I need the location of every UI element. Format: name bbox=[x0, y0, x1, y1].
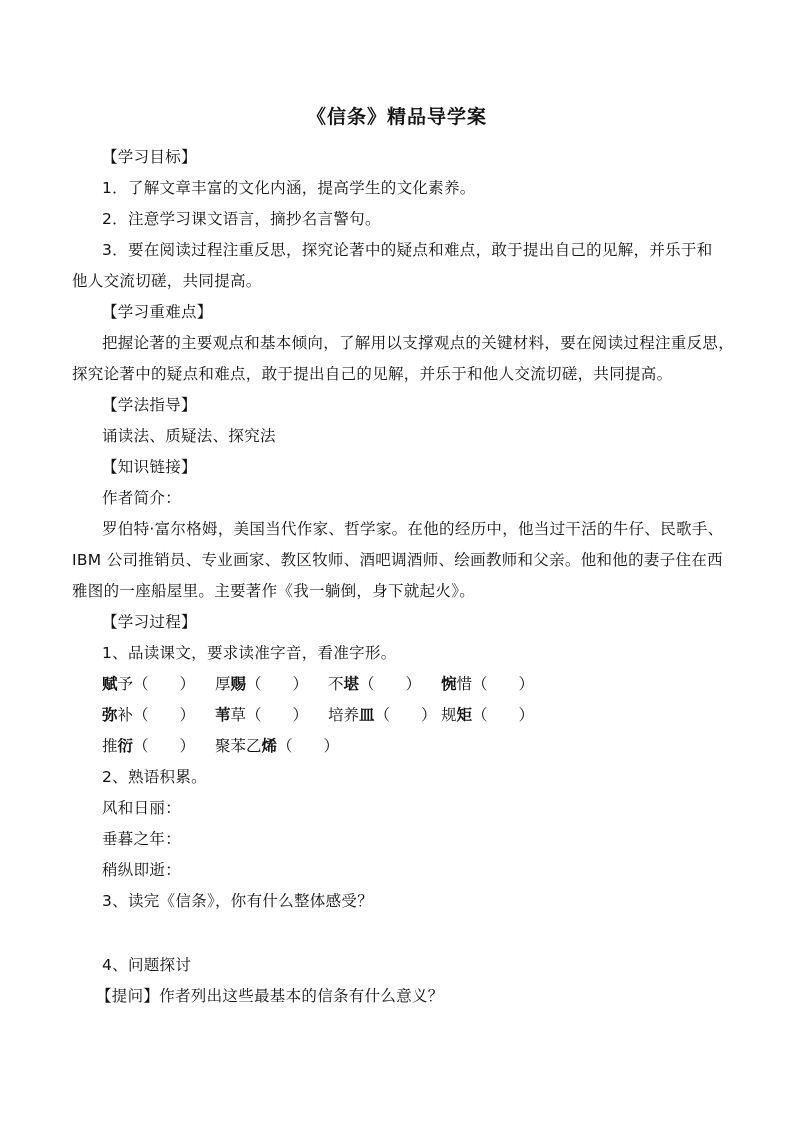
char-item bbox=[102, 736, 195, 756]
char-item-blank: （ ） bbox=[374, 706, 437, 724]
char-item-target: 堪 bbox=[343, 675, 360, 693]
question-line bbox=[96, 986, 444, 1006]
char-item-pre: 不 bbox=[328, 675, 344, 693]
char-item-blank: 补（ ） bbox=[117, 706, 196, 724]
char-item bbox=[441, 674, 534, 694]
char-item bbox=[215, 736, 339, 756]
char-item bbox=[215, 674, 308, 694]
objective-item-2: 2．注意学习课文语言，摘抄名言警句。 bbox=[102, 210, 381, 228]
knowledge-heading: 【知识链接】 bbox=[102, 458, 197, 476]
char-row-3 bbox=[102, 736, 742, 756]
char-item-pre: 厚 bbox=[215, 675, 231, 693]
key-points-line-2: 探究论著中的疑点和难点，敢于提出自己的见解，并乐于和他人交流切磋，共同提高。 bbox=[72, 365, 673, 383]
method-heading: 【学法指导】 bbox=[102, 396, 197, 414]
char-item-pre: 推 bbox=[102, 737, 118, 755]
char-item-blank: （ ） bbox=[472, 706, 535, 724]
author-intro-label: 作者简介： bbox=[102, 489, 182, 507]
author-intro-line-1: 罗伯特·富尔格姆，美国当代作家、哲学家。在他的经历中，他当过干活的牛仔、民歌手、 bbox=[102, 520, 724, 538]
key-points-line-1: 把握论著的主要观点和基本倾向，了解用以支撑观点的关键材料，要在阅读过程注重反思， bbox=[102, 334, 735, 352]
question-tag: 【提问】 bbox=[96, 987, 160, 1005]
process-step-3: 3、读完《信条》，你有什么整体感受？ bbox=[102, 892, 374, 910]
char-item-target: 矩 bbox=[456, 706, 473, 724]
objective-item-1: 1．了解文章丰富的文化内涵，提高学生的文化素养。 bbox=[102, 179, 476, 197]
char-item-target: 赋 bbox=[102, 675, 118, 693]
objectives-heading: 【学习目标】 bbox=[102, 148, 197, 166]
idiom-2: 垂暮之年： bbox=[102, 830, 182, 848]
key-points-heading: 【学习重难点】 bbox=[102, 303, 213, 321]
objective-item-3-line-2: 他人交流切磋，共同提高。 bbox=[72, 272, 262, 290]
idiom-1: 风和日丽： bbox=[102, 799, 182, 817]
idiom-3: 稍纵即逝： bbox=[102, 861, 182, 879]
char-item-blank: 草（ ） bbox=[230, 706, 309, 724]
char-item-blank: （ ） bbox=[246, 675, 309, 693]
char-item-target: 苇 bbox=[215, 706, 231, 724]
char-item bbox=[328, 674, 421, 694]
char-item bbox=[102, 705, 195, 725]
char-item bbox=[328, 705, 437, 725]
char-item-pre: 聚苯乙 bbox=[215, 737, 262, 755]
process-step-4: 4、问题探讨 bbox=[102, 956, 192, 974]
char-item-pre: 规 bbox=[441, 706, 457, 724]
char-item bbox=[215, 705, 308, 725]
author-intro-line-2: IBM 公司推销员、专业画家、教区牧师、酒吧调酒师、绘画教师和父亲。他和他的妻子住在西 bbox=[72, 551, 723, 569]
author-intro-line-3: 雅图的一座船屋里。主要著作《我一躺倒，身下就起火》。 bbox=[72, 582, 476, 600]
char-item-blank: （ ） bbox=[277, 737, 340, 755]
objective-item-3-line-1: 3．要在阅读过程注重反思，探究论著中的疑点和难点，敢于提出自己的见解，并乐于和 bbox=[102, 241, 713, 259]
process-step-1: 1、品读课文，要求读准字音，看准字形。 bbox=[102, 644, 397, 662]
method-text: 诵读法、质疑法、探究法 bbox=[102, 427, 276, 445]
char-item bbox=[102, 674, 195, 694]
char-item-target: 赐 bbox=[230, 675, 247, 693]
char-item-blank: 惜（ ） bbox=[456, 675, 535, 693]
char-item-target: 弥 bbox=[102, 706, 118, 724]
page-title: 《信条》精品导学案 bbox=[306, 106, 487, 128]
char-item-blank: （ ） bbox=[359, 675, 422, 693]
question-text: 作者列出这些最基本的信条有什么意义？ bbox=[159, 987, 444, 1005]
char-item-pre: 培养 bbox=[328, 706, 360, 724]
char-row-2 bbox=[102, 705, 742, 725]
char-item bbox=[441, 705, 534, 725]
char-item-blank: （ ） bbox=[133, 737, 196, 755]
char-item-target: 皿 bbox=[359, 706, 375, 724]
char-row-1 bbox=[102, 674, 742, 694]
char-item-target: 烯 bbox=[261, 737, 278, 755]
char-item-target: 惋 bbox=[441, 675, 457, 693]
process-heading: 【学习过程】 bbox=[102, 613, 197, 631]
process-step-2: 2、熟语积累。 bbox=[102, 768, 207, 786]
char-item-blank: 予（ ） bbox=[117, 675, 196, 693]
char-item-target: 衍 bbox=[117, 737, 134, 755]
